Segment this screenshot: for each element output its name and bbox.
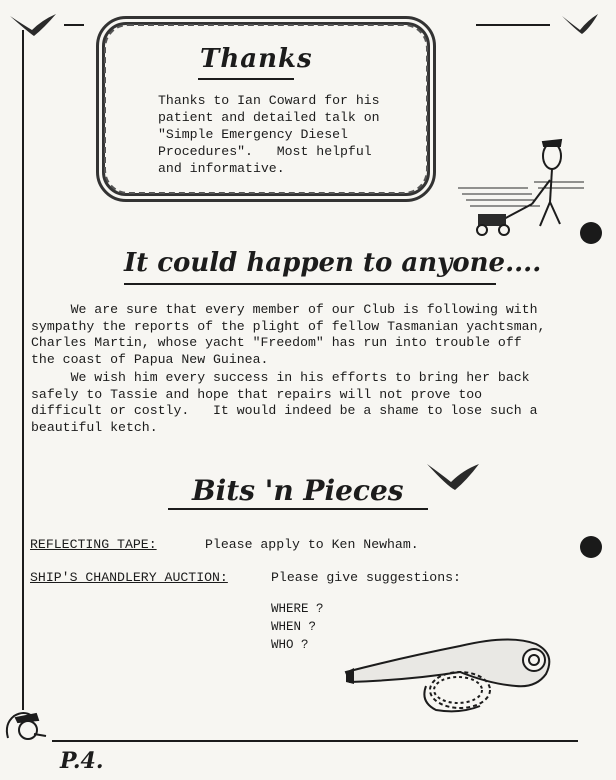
lawnmower-man-illustration bbox=[448, 128, 588, 240]
bottom-rule bbox=[52, 740, 578, 742]
reflecting-tape-text: Please apply to Ken Newham. bbox=[205, 537, 419, 552]
question-who: WHO ? bbox=[271, 638, 309, 652]
chandlery-auction-label: SHIP'S CHANDLERY AUCTION: bbox=[30, 570, 228, 585]
question-when: WHEN ? bbox=[271, 620, 317, 634]
top-rule-left bbox=[64, 24, 84, 26]
seagull-icon bbox=[8, 10, 58, 42]
bits-heading: Bits 'n Pieces bbox=[192, 474, 404, 507]
chandlery-auction-text: Please give suggestions: bbox=[271, 570, 461, 585]
sailor-mascot-illustration bbox=[2, 708, 50, 748]
happen-heading-underline bbox=[124, 283, 496, 285]
seagull-icon bbox=[560, 12, 600, 38]
happen-paragraph-2: We wish him every success in his efforts to bring her back safely to Tassie and hope that repairs will not prove too difficult or costly. It would indeed be a shame to lose such a beautiful ketch. bbox=[31, 370, 538, 435]
thanks-heading: Thanks bbox=[200, 44, 313, 74]
top-rule-right bbox=[476, 24, 550, 26]
left-margin-line bbox=[22, 30, 24, 710]
happen-heading: It could happen to anyone.... bbox=[124, 248, 542, 278]
bits-heading-underline bbox=[168, 508, 428, 510]
question-where: WHERE ? bbox=[271, 602, 324, 616]
bosun-whistle-illustration bbox=[340, 628, 560, 714]
seagull-icon bbox=[425, 460, 481, 494]
thanks-heading-underline bbox=[198, 78, 294, 80]
happen-paragraph-1: We are sure that every member of our Club is following with sympathy the reports of the plight of fellow Tasmanian yachtsman, Charles Martin, whose yacht "Freedom" has run into trouble off the coast of Papua New Guinea. bbox=[31, 302, 546, 367]
reflecting-tape-label: REFLECTING TAPE: bbox=[30, 537, 157, 552]
page-number: P.4. bbox=[60, 748, 104, 774]
binder-hole bbox=[580, 536, 602, 558]
thanks-body: Thanks to Ian Coward for his patient and detailed talk on "Simple Emergency Diesel Procedures". Most helpful and informative. bbox=[158, 93, 380, 176]
binder-hole bbox=[580, 222, 602, 244]
